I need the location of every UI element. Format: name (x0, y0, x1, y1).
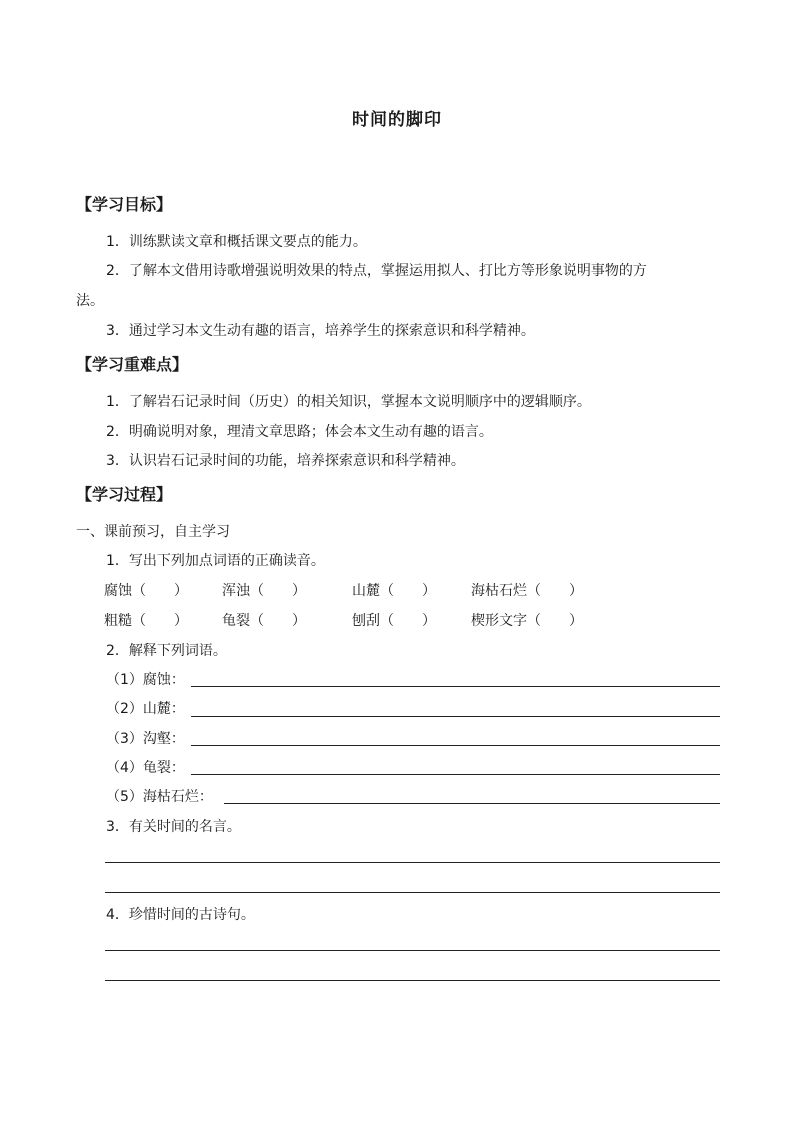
objective-item-continued: 法。 (76, 293, 104, 309)
answer-line[interactable] (191, 716, 720, 717)
answer-line[interactable] (105, 950, 720, 951)
question-four: 4．珍惜时间的古诗句。 (106, 907, 255, 923)
phonetic-item: 粗糙（ ） (104, 613, 188, 629)
part-one-heading: 一、课前预习，自主学习 (76, 524, 230, 540)
phonetic-item: 腐蚀（ ） (104, 583, 188, 599)
keypoint-item: 1．了解岩石记录时间（历史）的相关知识，掌握本文说明顺序中的逻辑顺序。 (106, 394, 591, 410)
answer-line[interactable] (191, 774, 720, 775)
question-three: 3．有关时间的名言。 (106, 819, 241, 835)
process-heading: 【学习过程】 (76, 485, 173, 504)
answer-line[interactable] (191, 745, 720, 746)
page-title: 时间的脚印 (352, 110, 442, 130)
objectives-heading: 【学习目标】 (76, 195, 173, 214)
question-two: 2．解释下列词语。 (106, 643, 227, 659)
answer-line[interactable] (191, 686, 720, 687)
phonetic-item: 刨刮（ ） (352, 613, 436, 629)
keypoint-item: 3．认识岩石记录时间的功能，培养探索意识和科学精神。 (106, 453, 465, 469)
keypoint-item: 2．明确说明对象，理清文章思路；体会本文生动有趣的语言。 (106, 424, 493, 440)
answer-line[interactable] (105, 892, 720, 893)
definition-label: （1）腐蚀： (106, 672, 185, 688)
definition-label: （2）山麓： (106, 701, 185, 717)
phonetic-item: 海枯石烂（ ） (471, 583, 583, 599)
definition-label: （4）龟裂： (106, 760, 185, 776)
question-one: 1．写出下列加点词语的正确读音。 (106, 553, 325, 569)
phonetic-item: 山麓（ ） (352, 583, 436, 599)
objective-item: 2．了解本文借用诗歌增强说明效果的特点，掌握运用拟人、打比方等形象说明事物的方 (106, 263, 647, 279)
answer-line[interactable] (105, 980, 720, 981)
answer-line[interactable] (105, 862, 720, 863)
phonetic-item: 龟裂（ ） (222, 613, 306, 629)
objective-item: 3．通过学习本文生动有趣的语言，培养学生的探索意识和科学精神。 (106, 323, 535, 339)
keypoints-heading: 【学习重难点】 (76, 355, 189, 374)
objective-item: 1．训练默读文章和概括课文要点的能力。 (106, 234, 367, 250)
answer-line[interactable] (224, 803, 720, 804)
phonetic-item: 浑浊（ ） (222, 583, 306, 599)
phonetic-item: 楔形文字（ ） (471, 613, 583, 629)
definition-label: （5）海枯石烂： (106, 789, 213, 805)
definition-label: （3）沟壑： (106, 731, 185, 747)
